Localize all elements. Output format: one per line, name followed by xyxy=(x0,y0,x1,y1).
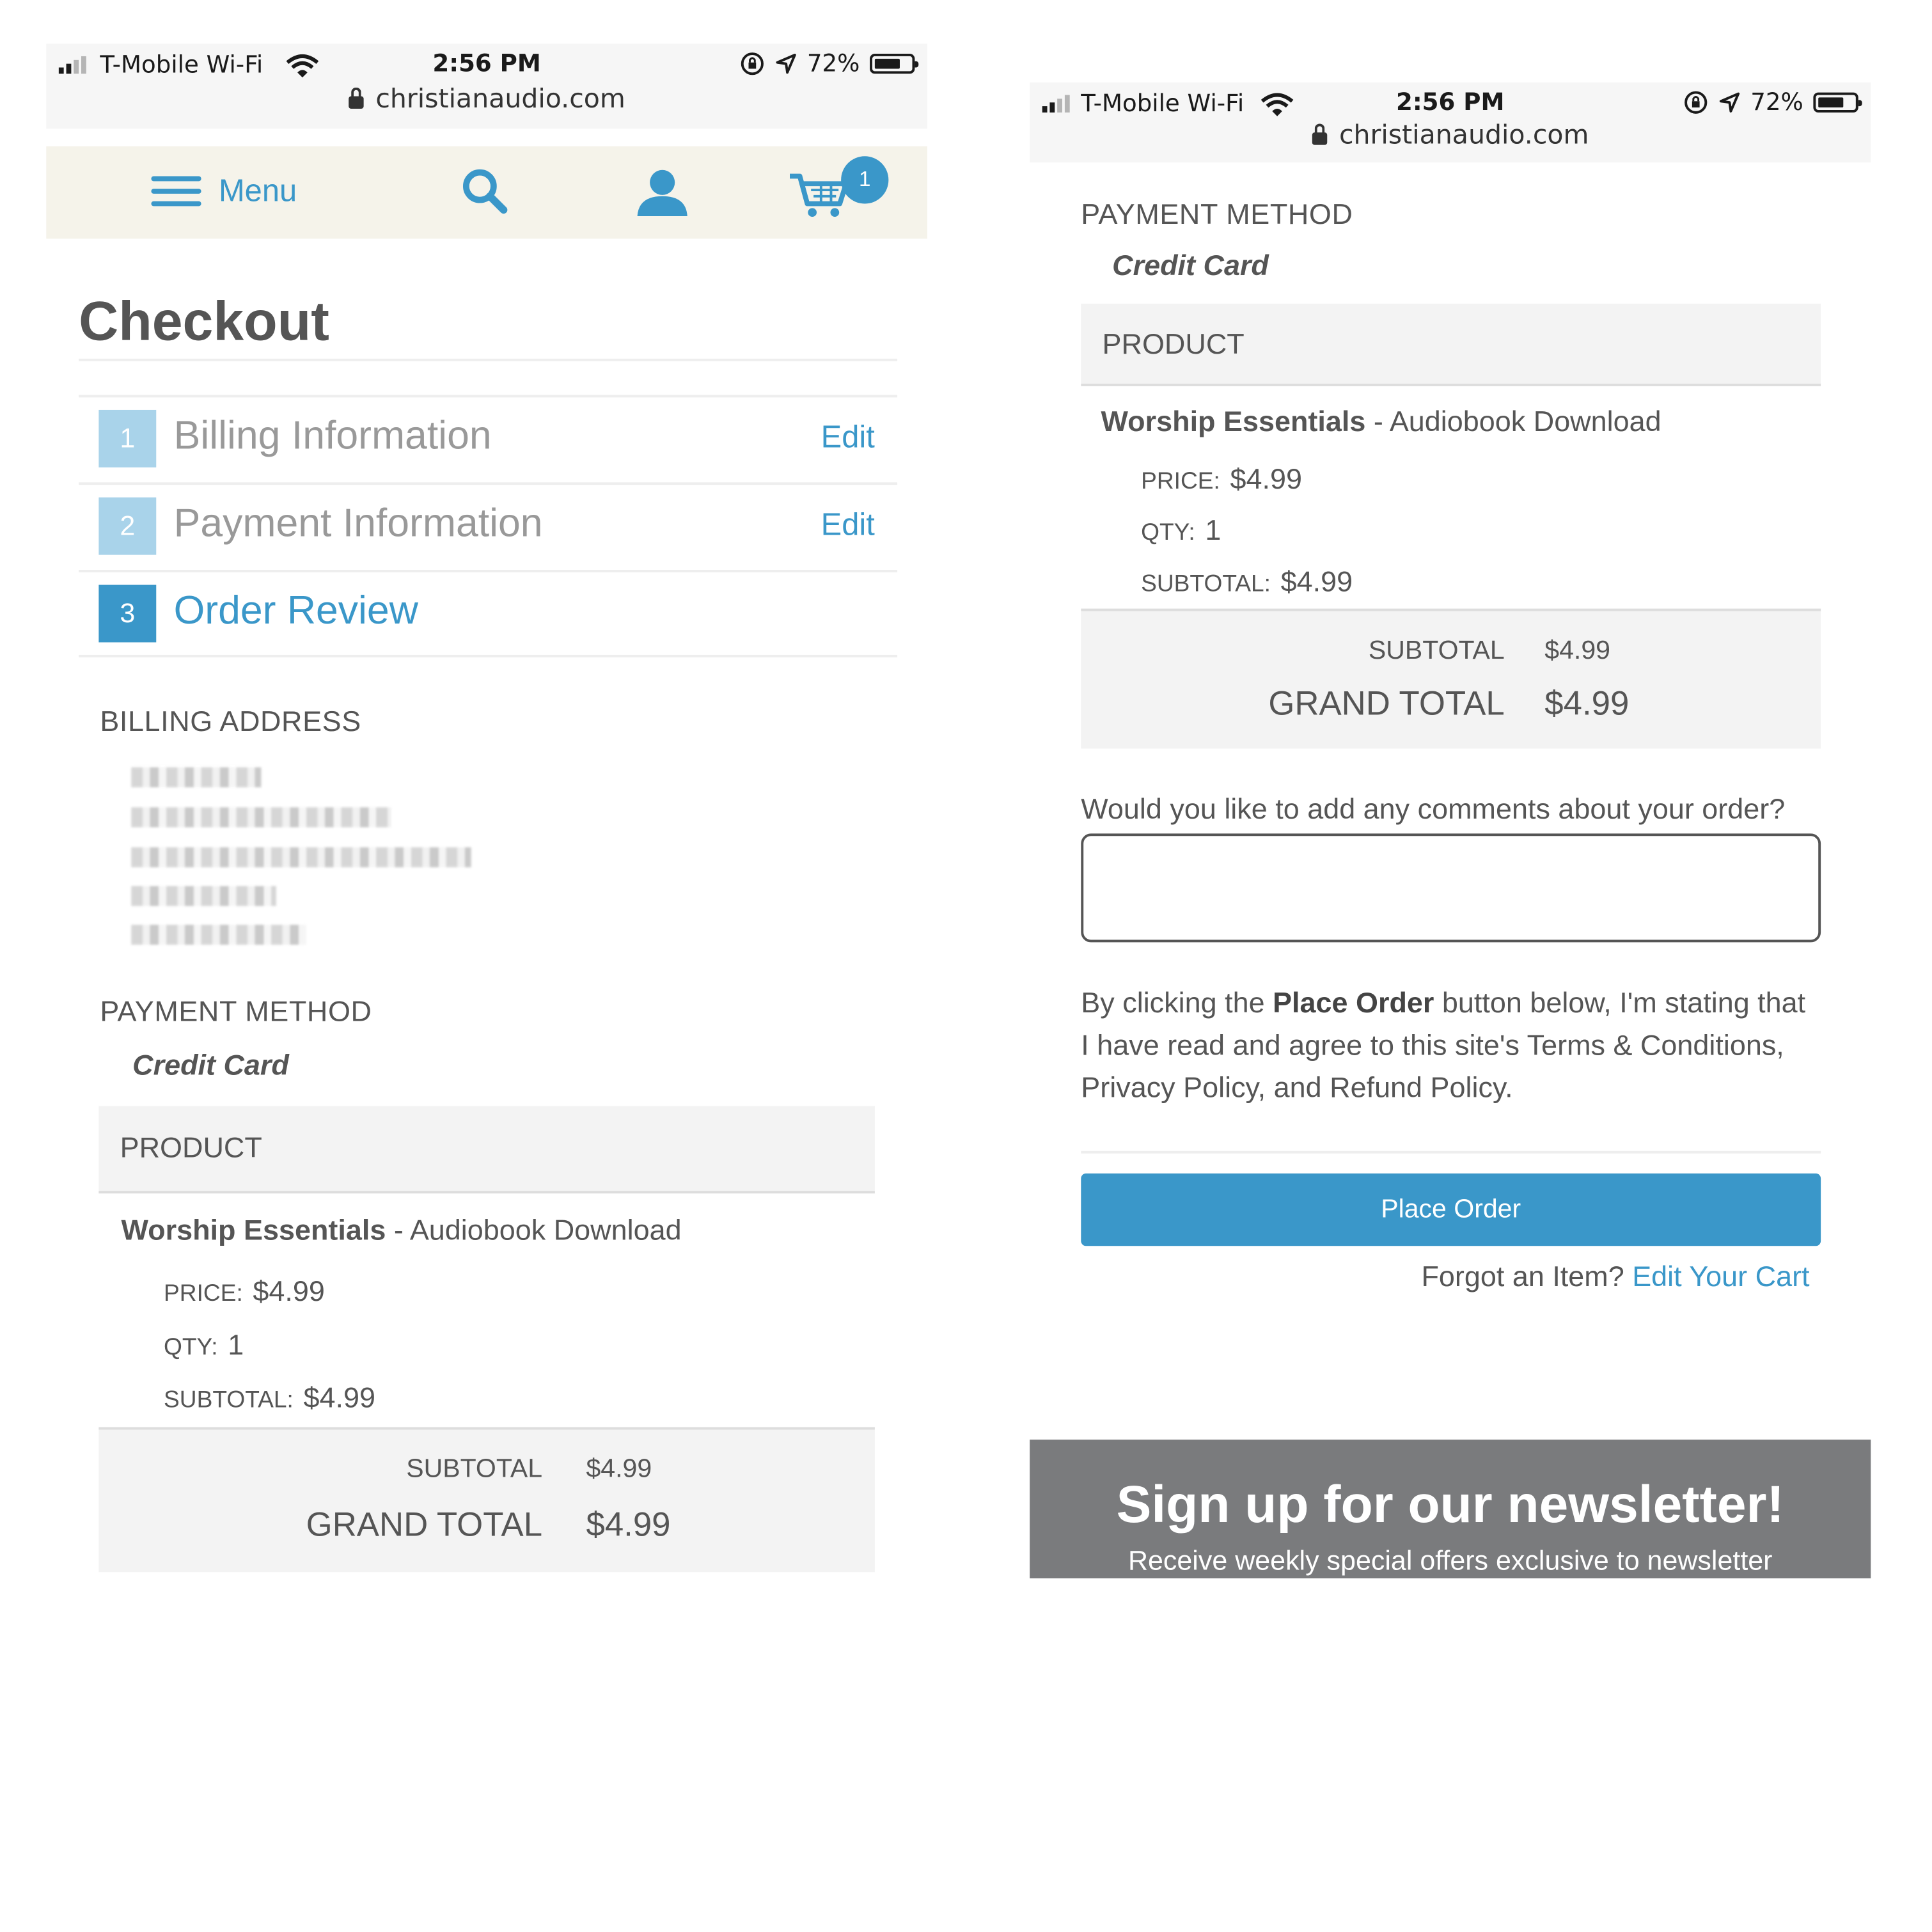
terms-bold: Place Order xyxy=(1273,986,1434,1019)
subtotal-label: SUBTOTAL xyxy=(1368,636,1505,665)
user-icon[interactable] xyxy=(636,169,689,216)
lock-icon xyxy=(348,96,363,109)
battery-icon xyxy=(870,54,915,74)
edit-cart-link[interactable]: Edit Your Cart xyxy=(1632,1259,1810,1292)
status-bar xyxy=(1030,82,1871,162)
status-time: 2:56 PM xyxy=(1396,88,1505,116)
address-bar[interactable] xyxy=(46,84,927,114)
product-subtotal-row xyxy=(1141,565,1353,599)
line-subtotal-value: $4.99 xyxy=(303,1381,375,1414)
step-label: Order Review xyxy=(173,587,418,632)
right-screenshot xyxy=(1030,82,1871,1576)
url-text: christianaudio.com xyxy=(375,83,625,114)
product-price-row xyxy=(1141,462,1302,496)
product-title: Worship Essentials xyxy=(1101,405,1366,437)
product-header-label: PRODUCT xyxy=(120,1131,262,1164)
payment-method-label: PAYMENT METHOD xyxy=(100,994,372,1028)
menu-button[interactable] xyxy=(151,169,297,214)
grand-total-value: $4.99 xyxy=(586,1505,671,1544)
step-billing-information xyxy=(79,395,897,480)
qty-value: 1 xyxy=(1205,514,1221,546)
newsletter-subtitle: Receive weekly special offers exclusive to newsletter xyxy=(1127,1544,1773,1576)
payment-method-value: Credit Card xyxy=(132,1048,289,1081)
product-title: Worship Essentials xyxy=(121,1213,386,1246)
product-table-header xyxy=(98,1106,874,1193)
terms-suffix: button below, I'm stating that I have read and agree to this site's Terms & Conditions, Privacy Policy, and Refund Policy. xyxy=(1081,986,1806,1104)
search-icon[interactable] xyxy=(461,168,508,215)
product-qty-row xyxy=(164,1328,244,1362)
battery-percent: 72% xyxy=(1750,88,1803,116)
menu-label: Menu xyxy=(218,173,297,208)
product-name xyxy=(122,1213,682,1247)
step-number: 1 xyxy=(98,410,156,467)
location-arrow-icon xyxy=(774,52,797,75)
address-bar[interactable] xyxy=(1030,120,1871,150)
qty-value: 1 xyxy=(228,1328,244,1362)
line-subtotal-label: SUBTOTAL: xyxy=(163,1387,294,1414)
product-qty-row xyxy=(1141,514,1221,547)
orientation-lock-icon xyxy=(1683,90,1708,115)
forgot-item-text: Forgot an Item? xyxy=(1421,1259,1633,1292)
step-label: Billing Information xyxy=(173,412,492,458)
grand-total-value: $4.99 xyxy=(1544,684,1630,723)
product-subtotal-row xyxy=(164,1381,375,1415)
orientation-lock-icon xyxy=(739,51,764,76)
hamburger-icon xyxy=(151,169,201,214)
product-header-label: PRODUCT xyxy=(1102,327,1245,360)
step-number: 2 xyxy=(98,498,156,555)
grand-total-label: GRAND TOTAL xyxy=(1268,684,1505,723)
newsletter-title: Sign up for our newsletter! xyxy=(1116,1474,1784,1534)
line-subtotal-value: $4.99 xyxy=(1280,565,1353,598)
terms-divider xyxy=(1081,1151,1821,1154)
subtotal-value: $4.99 xyxy=(1544,636,1610,665)
order-totals xyxy=(1081,609,1821,749)
subtotal-label: SUBTOTAL xyxy=(406,1454,543,1484)
line-subtotal-label: SUBTOTAL: xyxy=(1141,571,1271,598)
carrier-label: T-Mobile Wi-Fi xyxy=(100,51,263,79)
forgot-item-line xyxy=(1421,1260,1809,1294)
newsletter-banner xyxy=(1030,1440,1871,1578)
product-name xyxy=(1101,405,1661,439)
price-label: PRICE: xyxy=(163,1280,243,1307)
payment-method-value: Credit Card xyxy=(1112,248,1269,281)
cart-count-badge[interactable]: 1 xyxy=(841,156,888,203)
lock-icon xyxy=(1312,132,1326,145)
grand-total-label: GRAND TOTAL xyxy=(306,1505,543,1544)
site-navbar xyxy=(46,146,927,239)
price-label: PRICE: xyxy=(1141,468,1220,495)
qty-label: QTY: xyxy=(163,1334,218,1362)
edit-billing-link[interactable]: Edit xyxy=(821,420,875,455)
page-title: Checkout xyxy=(79,291,329,353)
step-number: 3 xyxy=(98,585,156,643)
status-bar xyxy=(46,43,927,129)
payment-method-label: PAYMENT METHOD xyxy=(1081,197,1353,230)
carrier-label: T-Mobile Wi-Fi xyxy=(1081,90,1245,118)
left-screenshot xyxy=(46,43,927,1544)
step-label: Payment Information xyxy=(173,499,543,545)
price-value: $4.99 xyxy=(1230,462,1303,495)
product-price-row xyxy=(164,1275,325,1308)
subtotal-value: $4.99 xyxy=(586,1454,652,1484)
order-totals xyxy=(98,1427,874,1573)
step-payment-information xyxy=(79,482,897,567)
product-table-header xyxy=(1081,304,1821,386)
place-order-button[interactable]: Place Order xyxy=(1081,1174,1821,1246)
title-divider xyxy=(79,359,897,361)
url-text: christianaudio.com xyxy=(1339,120,1589,150)
battery-percent: 72% xyxy=(806,50,860,78)
comments-question: Would you like to add any comments about your order? xyxy=(1081,792,1786,825)
product-format: - Audiobook Download xyxy=(386,1213,682,1246)
status-time: 2:56 PM xyxy=(432,50,541,78)
edit-payment-link[interactable]: Edit xyxy=(821,507,875,543)
qty-label: QTY: xyxy=(1141,519,1195,546)
price-value: $4.99 xyxy=(253,1275,325,1307)
terms-statement xyxy=(1081,981,1818,1108)
battery-icon xyxy=(1813,93,1858,113)
order-comments-field[interactable] xyxy=(1081,833,1821,942)
location-arrow-icon xyxy=(1718,91,1740,114)
terms-prefix: By clicking the xyxy=(1081,986,1273,1019)
step-order-review xyxy=(79,570,897,657)
product-format: - Audiobook Download xyxy=(1365,405,1661,437)
billing-address-label: BILLING ADDRESS xyxy=(100,705,361,737)
